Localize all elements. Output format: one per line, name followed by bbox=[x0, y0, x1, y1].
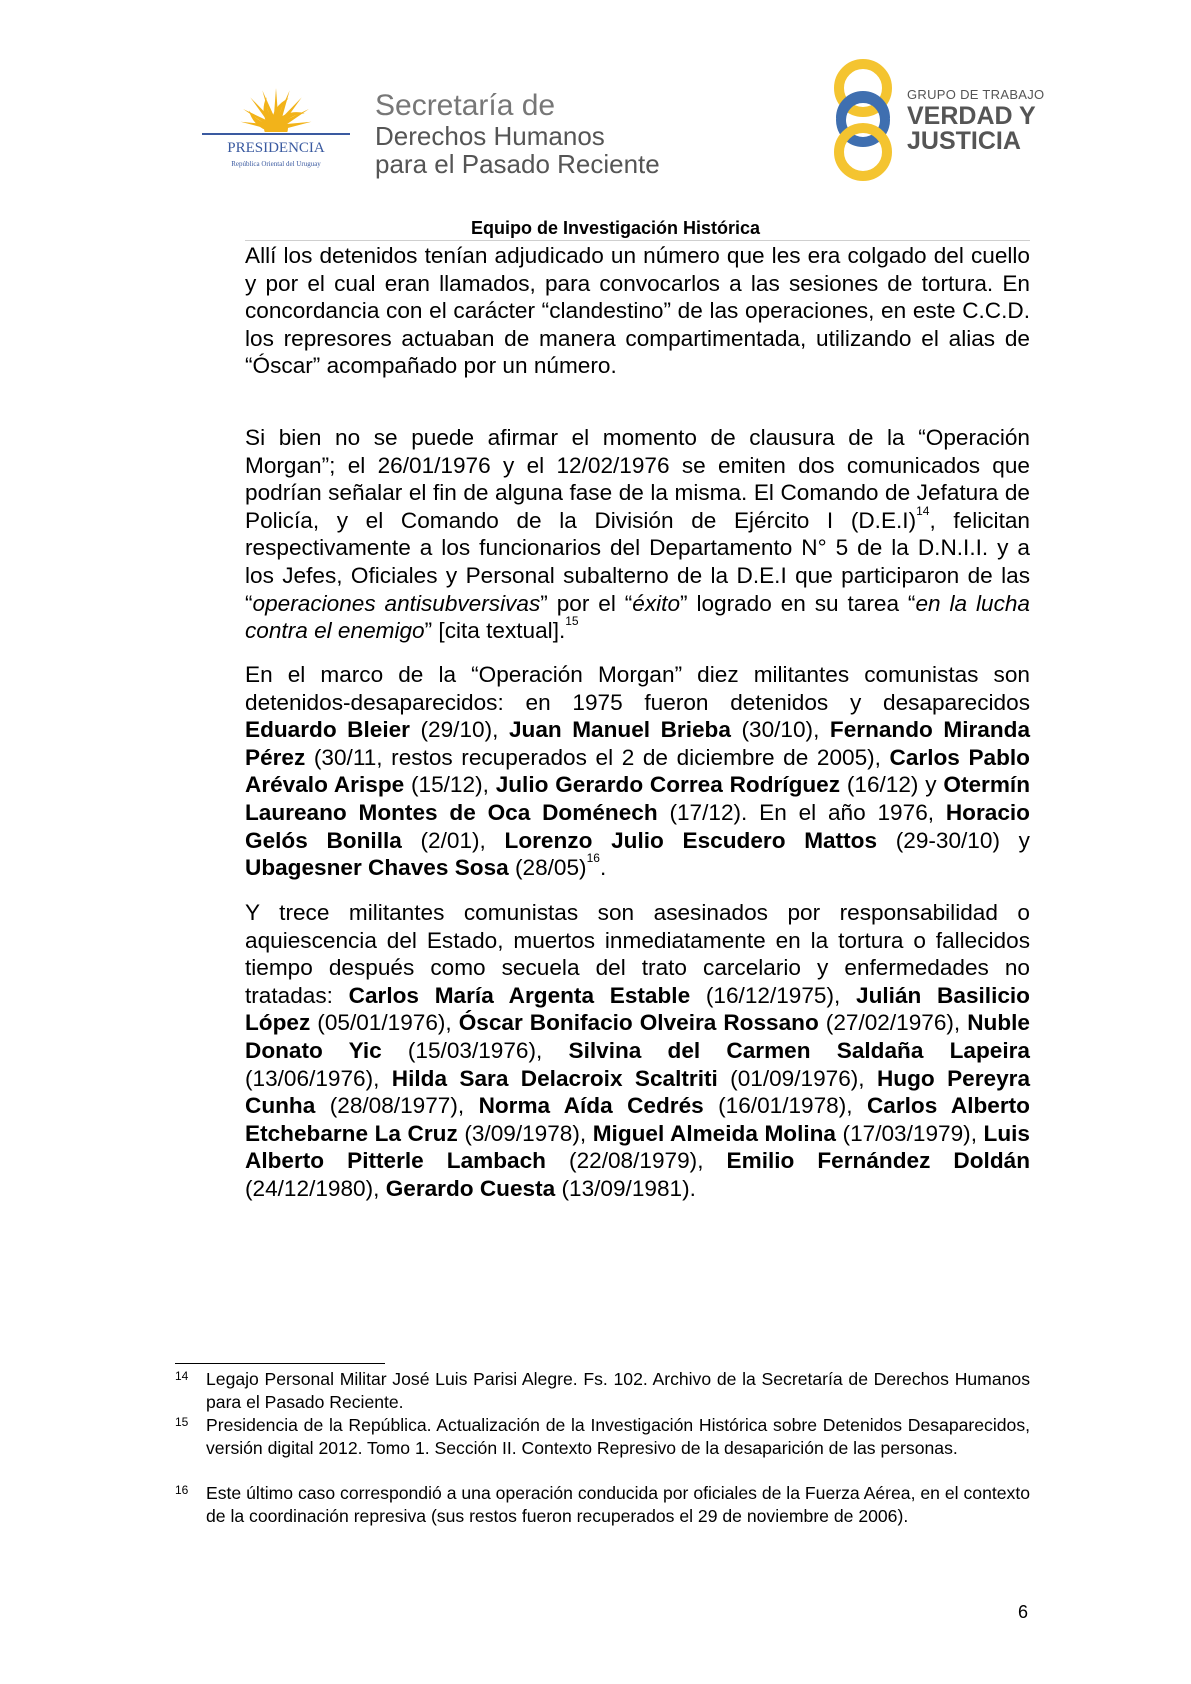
footnote-text: Legajo Personal Militar José Luis Parisi Alegre. Fs. 102. Archivo de la Secretaría de Derechos Humanos para el Pasado Reciente. bbox=[206, 1369, 1030, 1412]
page-number: 6 bbox=[1018, 1602, 1029, 1622]
footnote-ref-15: 15 bbox=[565, 614, 579, 629]
footnote-ref-14: 14 bbox=[916, 503, 930, 518]
footnote-ref-16: 16 bbox=[586, 851, 600, 866]
presidencia-name: PRESIDENCIA bbox=[227, 140, 325, 156]
grupo-line2: VERDAD Y bbox=[907, 102, 1036, 130]
paragraph-4: Y trece militantes comunistas son asesinados por responsabilidad o aquiescencia del Estado, muertos inmediatamente en la tortura o fallecidos tiempo después como secuela del trato carcelario y enfermedades no tratadas: Carlos María Argenta Estable (16/12/1975), Julián Basilicio López (05/01/1976), Óscar Bonifacio Olveira Rossano (27/02/1976), Nuble Donato Yic (15/03/1976), Silvina del Carmen Saldaña Lapeira (13/06/1976), Hilda Sara Delacroix Scaltriti (01/09/1976), Hugo Pereyra Cunha (28/08/1977), Norma Aída Cedrés (16/01/1978), Carlos Alberto Etchebarne La Cruz (3/09/1978), Miguel Almeida Molina (17/03/1979), Luis Alberto Pitterle Lambach (22/08/1979), Emilio Fernández Doldán (24/12/1980), Gerardo Cuesta (13/09/1981). bbox=[245, 900, 1031, 1201]
grupo-line3: JUSTICIA bbox=[907, 127, 1021, 155]
footnote-14 bbox=[175, 1368, 1030, 1413]
footnote-number: 14 bbox=[175, 1369, 189, 1383]
footnote-text: Este último caso correspondió a una operación conducida por oficiales de la Fuerza Aérea, en el contexto de la coordinación represiva (sus restos fueron recuperados el 29 de noviembre de 2006). bbox=[206, 1483, 1030, 1526]
linked-rings-icon bbox=[822, 58, 904, 182]
presidencia-logo bbox=[196, 80, 356, 178]
footnote-number: 15 bbox=[175, 1415, 189, 1429]
paragraph-2: Si bien no se puede afirmar el momento de clausura de la “Operación Morgan”; el 26/01/1976 y el 12/02/1976 se emiten dos comunicados que podrían señalar el fin de alguna fase de la misma. El Comando de Jefatura de Policía, y el Comando de la División de Ejército I $(D.E.I)^{14}$, felicitan respectivamente a los funcionarios del Departamento N° 5 de la D.N.I.I. y a los Jefes, Oficiales y Personal subalterno de la D.E.I que participaron de las “operaciones antisubversivas” por el “éxito” logrado en su tarea “en la lucha contra el enemigo” [cita textual].$^{15}$ bbox=[245, 425, 1030, 644]
paragraph-1: Allí los detenidos tenían adjudicado un número que les era colgado del cuello y por el cual eran llamados, para convocarlos a las sesiones de tortura. En concordancia con el carácter “clandestino” de las operaciones, en este C.C.D. los represores actuaban de manera compartimentada, utilizando el alias de “Óscar” acompañado por un número. bbox=[245, 243, 1030, 379]
grupo-trabajo-text bbox=[907, 88, 1044, 154]
header-divider bbox=[245, 240, 1030, 241]
team-heading: Equipo de Investigación Histórica bbox=[470, 218, 761, 238]
sun-emblem-icon bbox=[196, 80, 356, 178]
footnote-divider bbox=[175, 1363, 385, 1364]
footnote-15 bbox=[175, 1414, 1030, 1459]
footnote-text: Presidencia de la República. Actualización de la Investigación Histórica sobre Detenidos Desaparecidos, versión digital 2012. Tomo 1. Sección II. Contexto Represivo de la desaparición de las personas. bbox=[206, 1415, 1030, 1458]
secretaria-line2: Derechos Humanos bbox=[375, 121, 605, 152]
secretaria-line1: Secretaría de bbox=[375, 89, 556, 122]
grupo-line1: GRUPO DE TRABAJO bbox=[907, 87, 1045, 102]
secretaria-line3: para el Pasado Reciente bbox=[375, 149, 660, 180]
footnote-16 bbox=[175, 1482, 1030, 1527]
verdad-justicia-logo bbox=[822, 58, 904, 182]
secretaria-title bbox=[375, 90, 660, 179]
paragraph-3: En el marco de la “Operación Morgan” diez militantes comunistas son detenidos-desaparecidos: en 1975 fueron detenidos y desaparecidos Eduardo Bleier (29/10), Juan Manuel Brieba (30/10), Fernando Miranda Pérez (30/11, restos recuperados el 2 de diciembre de 2005), Carlos Pablo Arévalo Arispe (15/12), Julio Gerardo Correa Rodríguez (16/12) y Otermín Laureano Montes de Oca Doménech (17/12). En el año 1976, Horacio Gelós Bonilla (2/01), Lorenzo Julio Escudero Mattos (29-30/10) y Ubagesner Chaves Sosa $(28/05)^{16}$. bbox=[245, 662, 1031, 881]
footnote-number: 16 bbox=[175, 1483, 189, 1497]
presidencia-sub: República Oriental del Uruguay bbox=[231, 160, 321, 168]
